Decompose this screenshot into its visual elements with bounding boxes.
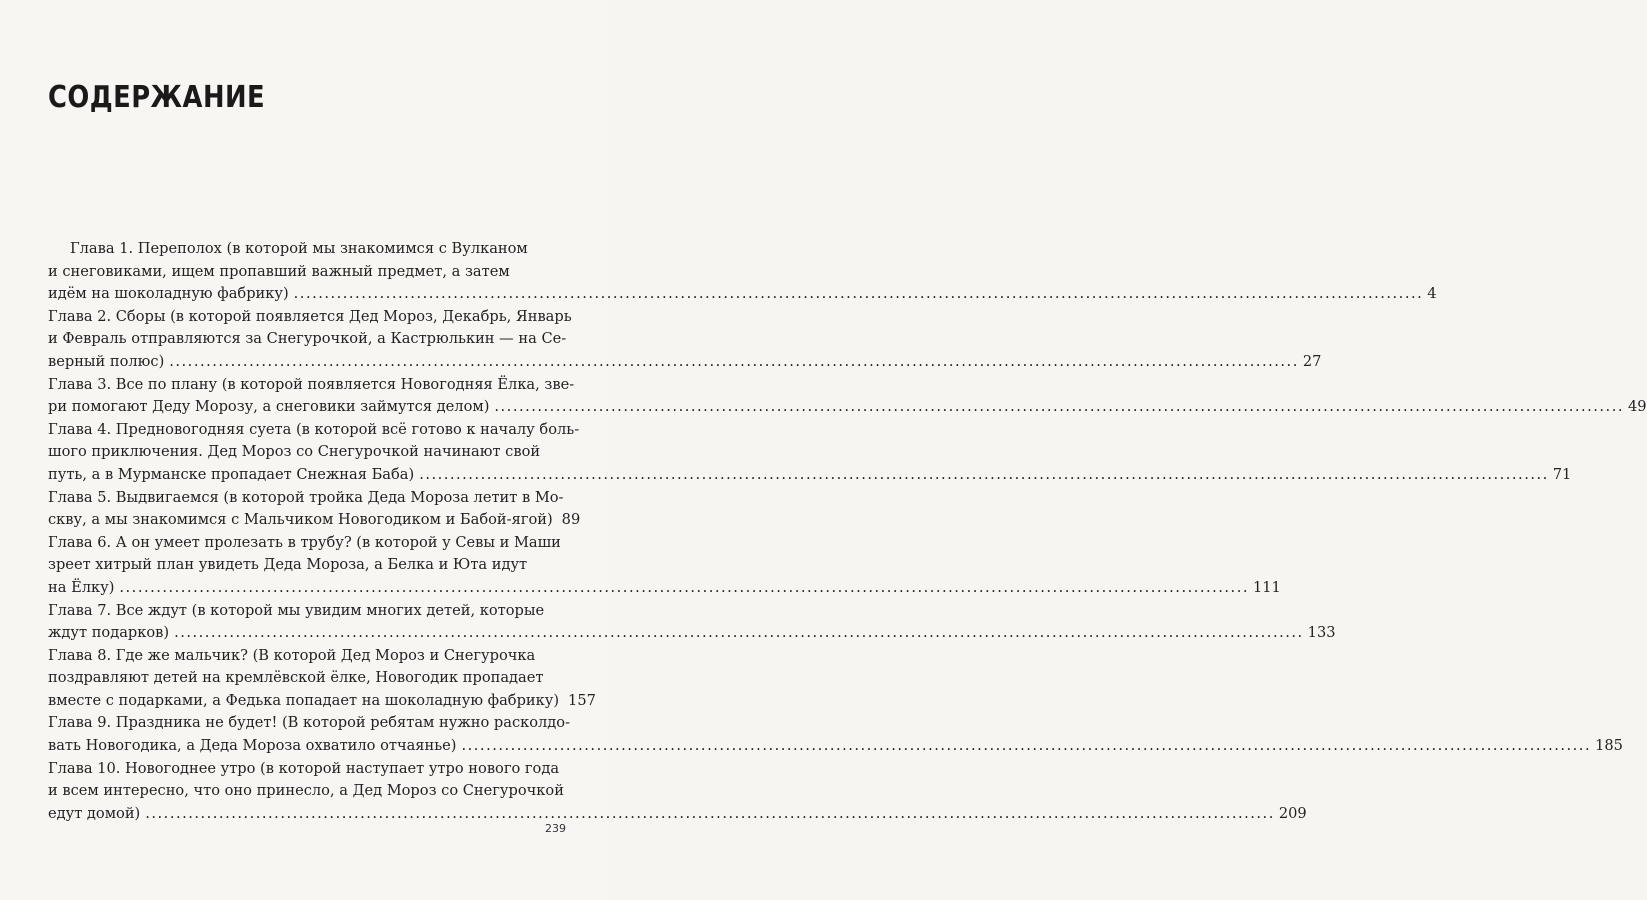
toc-entry-line — [48, 261, 570, 284]
toc-entry-line — [48, 712, 570, 735]
toc-entry-text: идём на шоколадную фабрику) — [48, 285, 289, 303]
toc-entry — [48, 712, 1623, 757]
toc-entry-line — [48, 238, 570, 261]
dot-leader — [419, 464, 1549, 487]
dot-leader — [145, 803, 1275, 826]
toc-entry-text: ждут подарков) — [48, 624, 170, 642]
toc-entry-line — [48, 306, 570, 329]
toc-entry-text: Глава 2. Сборы (в которой появляется Дед Мороз, Декабрь, Январь — [48, 307, 572, 325]
toc-entry-line — [48, 396, 1647, 419]
toc-entry-line — [48, 441, 570, 464]
toc-entry-page: 49 — [1627, 398, 1647, 416]
toc-entry — [48, 374, 1647, 419]
toc-entry-line — [48, 464, 1572, 487]
toc-entry — [48, 419, 1572, 487]
toc-entry-text: на Ёлку) — [48, 578, 115, 596]
toc-entry-text: Глава 8. Где же мальчик? (В которой Дед Мороз и Снегурочка — [48, 646, 536, 664]
toc-entry-line — [48, 600, 570, 623]
toc-entry-line — [48, 554, 570, 577]
toc-entry — [48, 238, 1437, 306]
toc-entry — [48, 645, 596, 713]
toc-entry-text: Глава 3. Все по плану (в которой появляется Новогодняя Ёлка, зве- — [48, 375, 575, 393]
toc-entry-page: 157 — [568, 691, 596, 709]
toc-entry-line — [48, 328, 570, 351]
toc-entry-line — [48, 351, 1322, 374]
toc-entry-text: ри помогают Деду Морозу, а снеговики займутся делом) — [48, 398, 490, 416]
toc-entry-line — [48, 667, 570, 690]
toc-entry — [48, 532, 1281, 600]
page-title: СОДЕРЖАНИЕ — [48, 80, 266, 115]
toc-entry-page: 27 — [1302, 352, 1322, 370]
toc-entry-page: 209 — [1278, 804, 1307, 822]
toc-entry-text: и всем интересно, что оно принесло, а Дед Мороз со Снегурочкой — [48, 782, 564, 800]
toc-entry-line — [48, 758, 570, 781]
toc-entry-text: и снеговиками, ищем пропавший важный предмет, а затем — [48, 262, 510, 280]
toc-entry-text: Глава 6. А он умеет пролезать в трубу? (в которой у Севы и Маши — [48, 533, 561, 551]
toc-entry-page: 71 — [1552, 465, 1572, 483]
toc-entry-text: скву, а мы знакомимся с Мальчиком Новогодиком и Бабой-ягой) — [48, 511, 553, 529]
toc-entry-text: шого приключения. Дед Мороз со Снегурочкой начинают свой — [48, 443, 541, 461]
toc-entry-text: вать Новогодика, а Деда Мороза охватило отчаянье) — [48, 737, 457, 755]
dot-leader — [494, 396, 1624, 419]
toc-entry-line — [48, 690, 596, 713]
toc-entry — [48, 306, 1322, 374]
toc-entry-text: Глава 5. Выдвигаемся (в которой тройка Деда Мороза летит в Мо- — [48, 488, 564, 506]
toc-entry-line — [48, 577, 1281, 600]
toc-entry-line — [48, 622, 1336, 645]
toc-entry-line — [48, 487, 570, 510]
toc-entry-line — [48, 419, 580, 442]
toc-entry-text: верный полюс) — [48, 352, 165, 370]
toc-entry-line — [48, 532, 570, 555]
toc-entry — [48, 600, 1336, 645]
toc-entry-text: Глава 4. Предновогодняя суета (в которой всё готово к началу боль- — [48, 420, 580, 438]
dot-leader — [174, 622, 1304, 645]
toc-entry-text: зреет хитрый план увидеть Деда Мороза, а Белка и Юта идут — [48, 556, 528, 574]
toc-entry-text: Глава 7. Все ждут (в которой мы увидим многих детей, которые — [48, 601, 545, 619]
dot-leader — [119, 577, 1249, 600]
toc-entry-text: Глава 10. Новогоднее утро (в которой наступает утро нового года — [48, 759, 560, 777]
toc-entry-line — [48, 283, 1437, 306]
dot-leader — [462, 735, 1592, 758]
toc-entry-text: Глава 1. Переполох (в которой мы знакомимся с Вулканом — [70, 240, 528, 257]
toc-entry-page: 89 — [561, 511, 581, 529]
toc-entry-page: 111 — [1252, 578, 1281, 596]
toc-entry-text: вместе с подарками, а Федька попадает на шоколадную фабрику) — [48, 691, 560, 709]
toc-entry-text: путь, а в Мурманске пропадает Снежная Баба) — [48, 465, 415, 483]
toc-entry-text: и Февраль отправляются за Снегурочкой, а Кастрюлькин — на Се- — [48, 330, 567, 348]
dot-leader — [294, 283, 1424, 306]
toc-entry-page: 185 — [1595, 737, 1623, 755]
toc-entry-line — [48, 735, 1623, 758]
toc-entry-line — [48, 803, 1307, 826]
toc-entry-line — [48, 645, 570, 668]
toc-entry-page: 4 — [1427, 285, 1437, 303]
toc-entry — [48, 758, 1307, 826]
toc-entry-line — [48, 780, 570, 803]
toc-entry-line — [48, 374, 575, 397]
table-of-contents — [48, 238, 1647, 825]
dot-leader — [169, 351, 1299, 374]
toc-entry-text: едут домой) — [48, 804, 141, 822]
toc-entry-text: поздравляют детей на кремлёвской ёлке, Новогодик пропадает — [48, 669, 544, 687]
page-number: 239 — [545, 822, 566, 835]
toc-entry-page: 133 — [1307, 624, 1336, 642]
toc-entry — [48, 487, 581, 532]
toc-entry-line — [48, 509, 581, 532]
toc-entry-text: Глава 9. Праздника не будет! (В которой ребятам нужно расколдо- — [48, 714, 570, 732]
